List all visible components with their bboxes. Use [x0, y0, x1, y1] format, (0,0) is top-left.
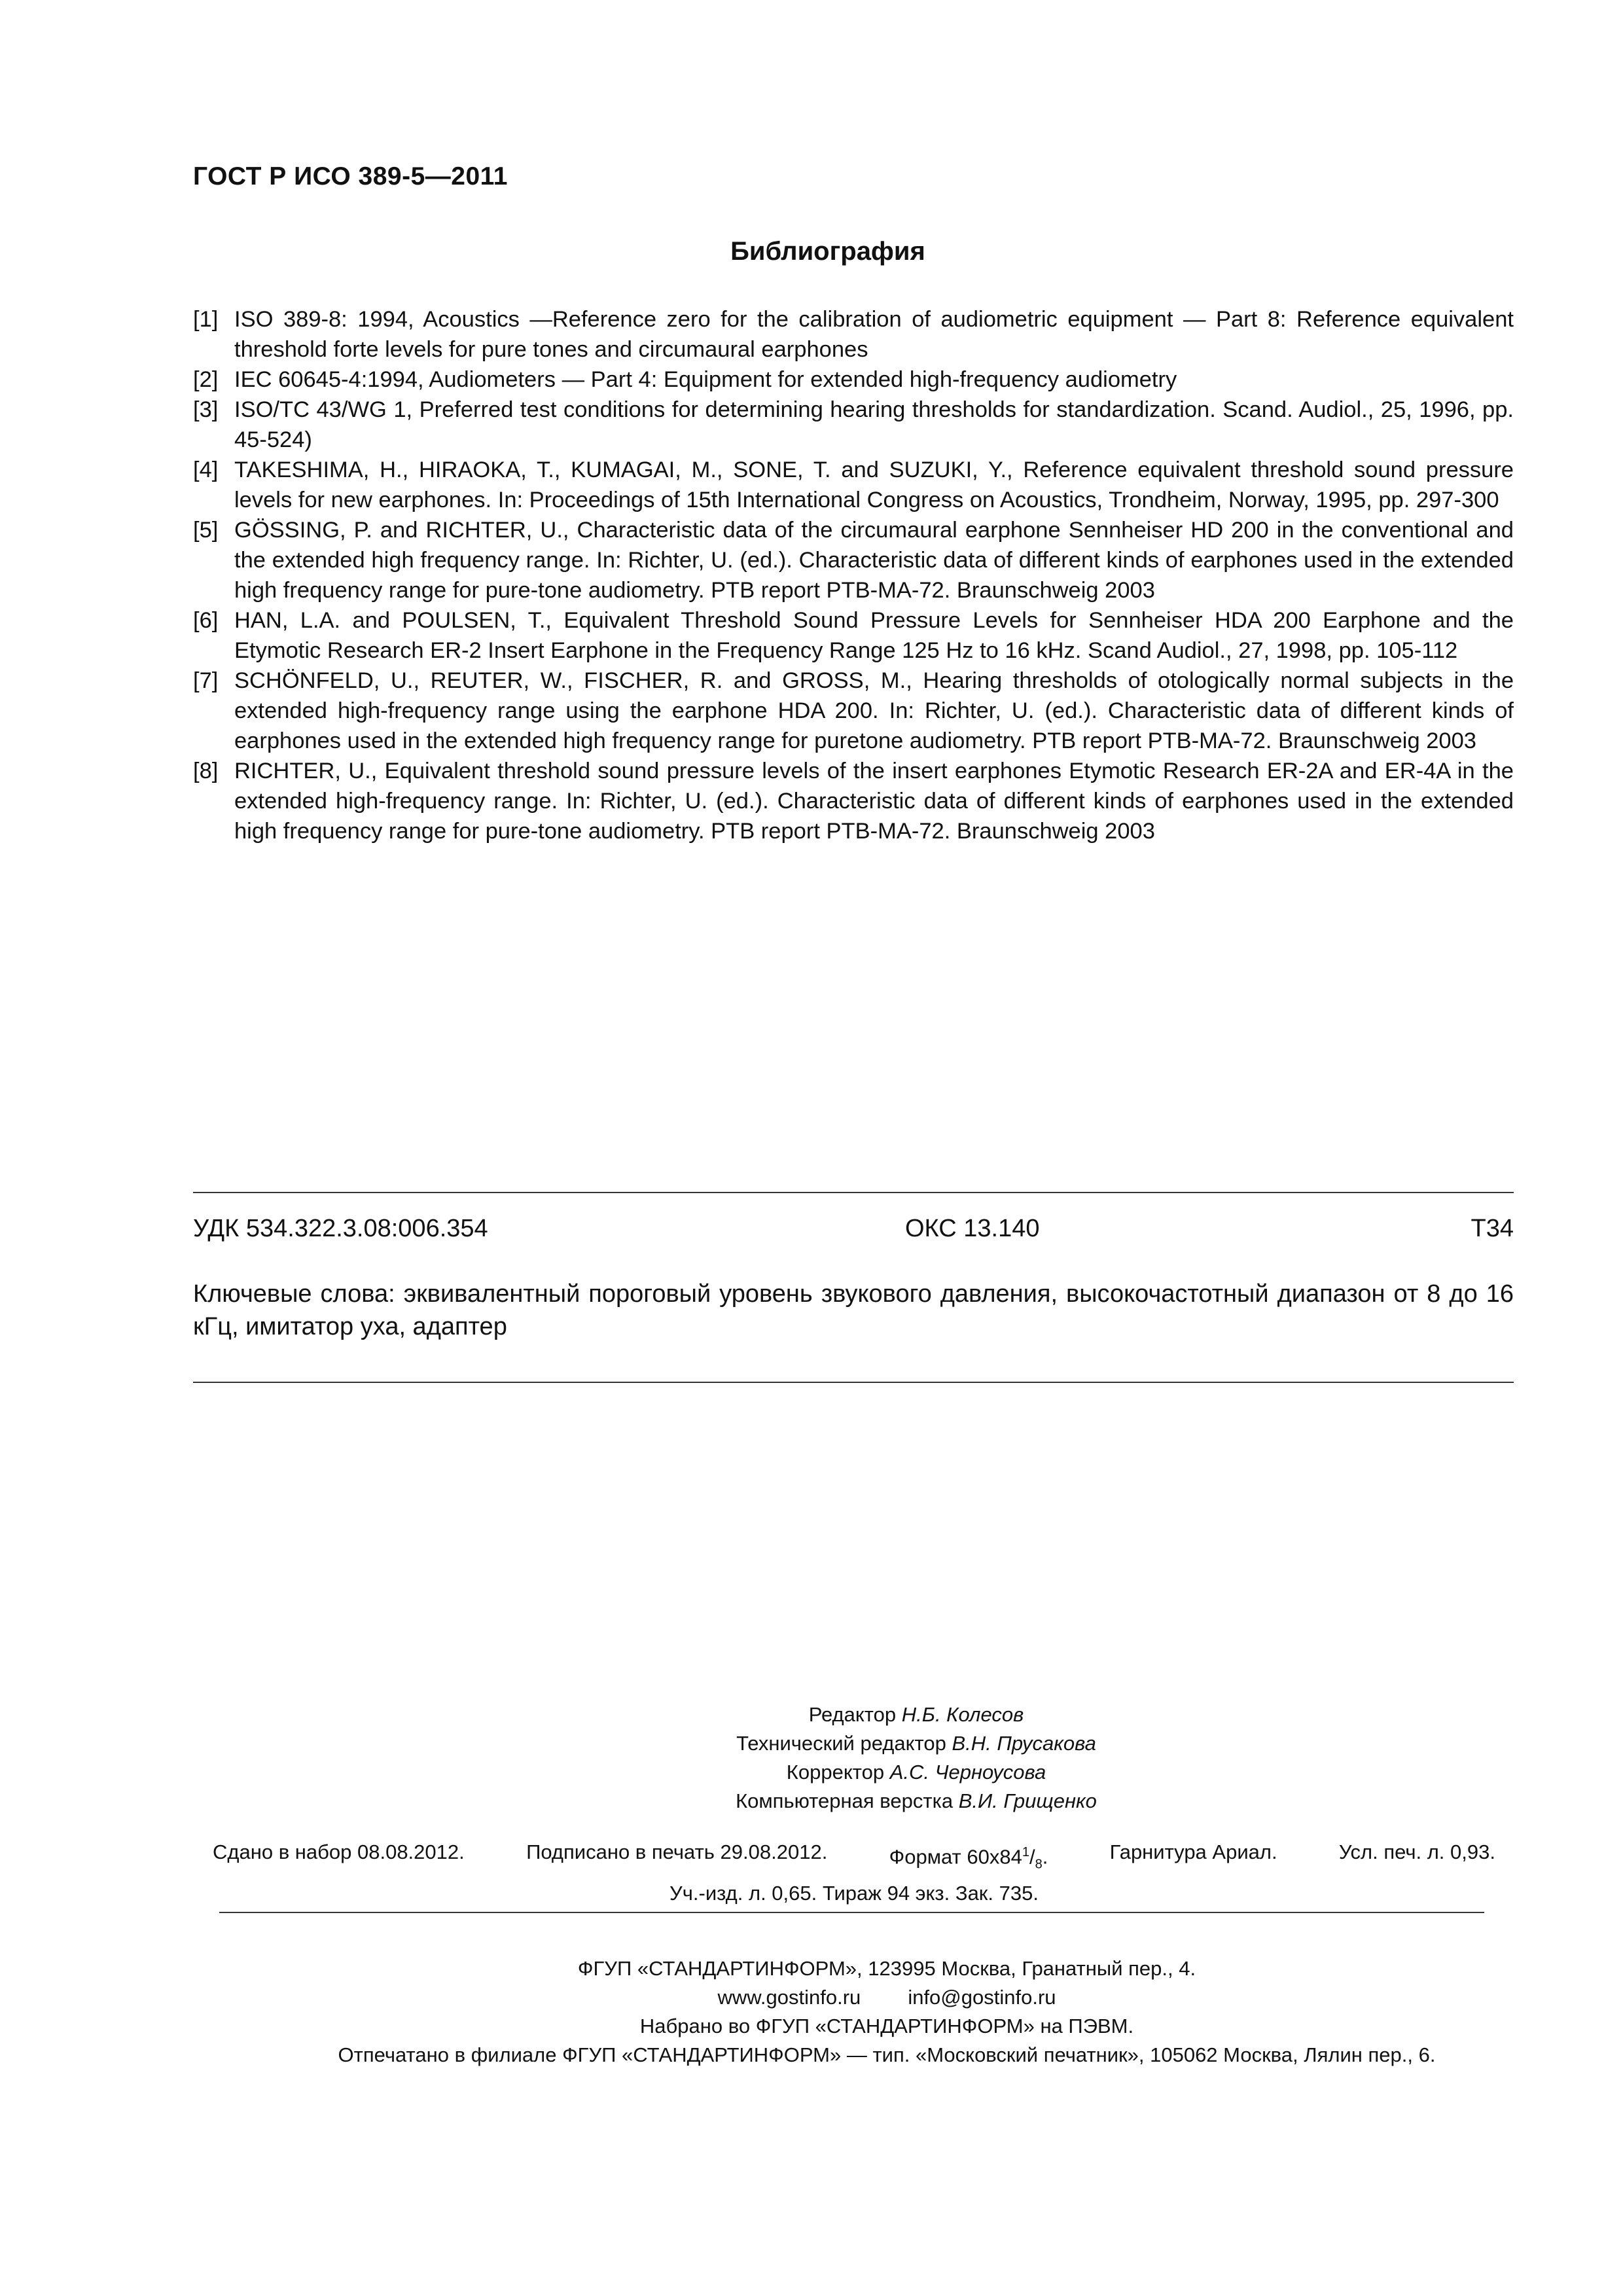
bibliography-entry: [193, 756, 1514, 846]
credit-label: Технический редактор: [736, 1732, 946, 1755]
entry-text: ISO/TC 43/WG 1, Preferred test conditions for determining hearing thresholds for standardization. Scand. Audiol., 25, 1996, pp. 45-524): [234, 397, 1514, 452]
bibliography-entry: [193, 605, 1514, 666]
printed-note: Отпечатано в филиале ФГУП «СТАНДАРТИНФОРМ» — тип. «Московский печатник», 105062 Москва, Лялин пер., 6.: [338, 2043, 1436, 2066]
bibliography-list: [193, 304, 1514, 846]
keywords: Ключевые слова: эквивалентный пороговый уровень звукового давления, высокочастотный диапазон от 8 до 16 кГц, имитатор уха, адаптер: [193, 1280, 1514, 1340]
print-sheets: Усл. печ. л. 0,93.: [1338, 1840, 1495, 1863]
entry-text: IEC 60645-4:1994, Audiometers — Part 4: Equipment for extended high-frequency audiometry: [234, 367, 1177, 392]
credit-layout: [0, 1787, 1623, 1816]
bibliography-entry: [193, 455, 1514, 515]
standard-code: ГОСТ Р ИСО 389-5—2011: [193, 162, 508, 190]
entry-number: [5]: [193, 518, 219, 543]
print-info-row: [213, 1838, 1495, 1879]
bibliography-title: Библиография: [730, 237, 925, 266]
print-info: [213, 1838, 1495, 1908]
entry-number: [3]: [193, 397, 219, 422]
publisher-block: [0, 1954, 1623, 2070]
credit-label: Корректор: [786, 1761, 885, 1784]
credit-editor: [0, 1700, 1623, 1729]
credit-person: А.С. Черноусова: [889, 1761, 1046, 1784]
submitted-date: Сдано в набор 08.08.2012.: [213, 1840, 465, 1863]
bibliography-entry: [193, 666, 1514, 756]
credit-person: В.И. Грищенко: [958, 1789, 1097, 1812]
bibliography-entry: [193, 515, 1514, 605]
entry-text: TAKESHIMA, H., HIRAOKA, T., KUMAGAI, M., SONE, T. and SUZUKI, Y., Reference equivalent threshold sound pressure levels for new earphones. In: Proceedings of 15th International Congress on Acoustics, Trondheim, Norway, 1995, pp. 297-300: [234, 457, 1514, 512]
entry-text: GÖSSING, P. and RICHTER, U., Characteristic data of the circumaural earphone Sennheiser HD 200 in the conventional and the extended high frequency range. In: Richter, U. (ed.). Characteristic data of different kinds of earphones used in the extended high frequency range for pure-tone audiometry. PTB report PTB-MA-72. Braunschweig 2003: [234, 518, 1514, 603]
entry-number: [6]: [193, 608, 219, 633]
credit-tech-editor: [0, 1729, 1623, 1758]
credit-label: Компьютерная верстка: [736, 1789, 954, 1812]
format-sub: 8: [1035, 1857, 1043, 1872]
entry-text: ISO 389-8: 1994, Acoustics —Reference zero for the calibration of audiometric equipment — Part 8: Reference equivalent threshold forte levels for pure tones and circumaural earphones: [234, 307, 1514, 362]
format-sup: 1: [1022, 1845, 1029, 1859]
category-code: Т34: [1471, 1215, 1514, 1242]
entry-number: [4]: [193, 457, 219, 482]
entry-text: RICHTER, U., Equivalent threshold sound pressure levels of the insert earphones Etymotic Research ER-2A and ER-4A in the extended high-frequency range. In: Richter, U. (ed.). Characteristic data of different kinds of earphones used in the extended high frequency range for pure-tone audiometry. PTB report PTB-MA-72. Braunschweig 2003: [234, 759, 1514, 844]
entry-text: SCHÖNFELD, U., REUTER, W., FISCHER, R. and GROSS, M., Hearing thresholds of otologically normal subjects in the extended high-frequency range using the earphone HDA 200. In: Richter, U. (ed.). Characteristic data of different kinds of earphones used in the extended high frequency range for puretone audiometry. PTB report PTB-MA-72. Braunschweig 2003: [234, 668, 1514, 753]
signed-date: Подписано в печать 29.08.2012.: [526, 1840, 828, 1863]
entry-number: [2]: [193, 367, 219, 392]
entry-number: [8]: [193, 759, 219, 783]
credit-label: Редактор: [808, 1703, 897, 1726]
paper-format: Формат $60x84^1/_8$.: [889, 1845, 1048, 1872]
divider-bottom: [193, 1382, 1514, 1383]
typeface: Гарнитура Ариал.: [1109, 1840, 1277, 1863]
bibliography-entry: [193, 395, 1514, 455]
typeset-note: Набрано во ФГУП «СТАНДАРТИНФОРМ» на ПЭВМ.: [639, 2015, 1134, 2037]
publisher-contacts: [0, 1983, 1623, 2012]
entry-number: [1]: [193, 307, 219, 332]
entry-text: HAN, L.A. and POULSEN, T., Equivalent Threshold Sound Pressure Levels for Sennheiser HDA 200 Earphone and the Etymotic Research ER-2 Insert Earphone in the Frequency Range 125 Hz to 16 kHz. Scand Audiol., 27, 1998, pp. 105-112: [234, 608, 1514, 663]
bibliography-entry: [193, 304, 1514, 365]
classification-row: [193, 1215, 1514, 1243]
credit-corrector: [0, 1758, 1623, 1787]
udc-code: УДК 534.322.3.08:006.354: [193, 1215, 488, 1242]
divider-footer: [219, 1912, 1484, 1913]
publisher-address: ФГУП «СТАНДАРТИНФОРМ», 123995 Москва, Гранатный пер., 4.: [577, 1957, 1196, 1980]
website-link[interactable]: www.gostinfo.ru: [717, 1986, 861, 2009]
credit-person: Н.Б. Колесов: [901, 1703, 1024, 1726]
oks-code: ОКС 13.140: [905, 1215, 1040, 1242]
format-prefix: Формат 60x84: [889, 1845, 1022, 1869]
credits-block: [0, 1700, 1623, 1816]
email-link[interactable]: info@gostinfo.ru: [908, 1986, 1056, 2009]
entry-number: [7]: [193, 668, 219, 693]
bibliography-entry: [193, 365, 1514, 395]
divider-top: [193, 1192, 1514, 1193]
print-info-line2: Уч.-изд. л. 0,65. Тираж 94 экз. Зак. 735.: [669, 1881, 1039, 1905]
credit-person: В.Н. Прусакова: [952, 1732, 1096, 1755]
